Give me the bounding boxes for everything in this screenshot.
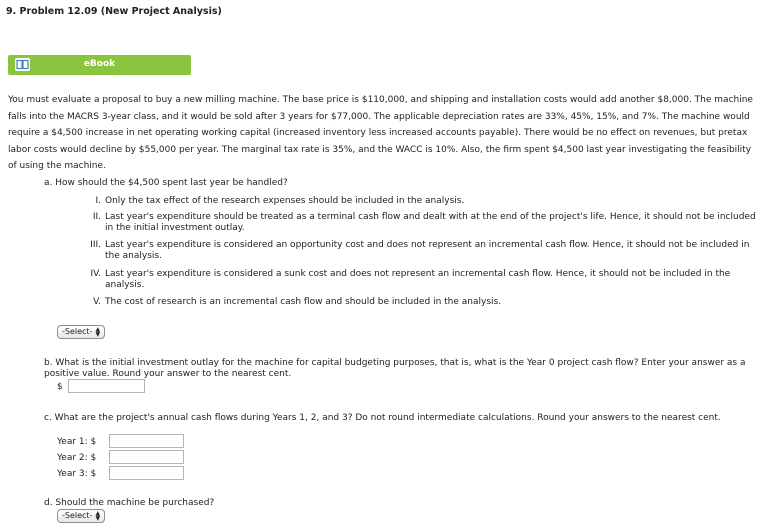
year1-label: Year 1: $	[57, 437, 97, 447]
option-v	[93, 297, 755, 308]
part-c-question: c. What are the project's annual cash flows during Years 1, 2, and 3? Do not round intermediate calculations. Round your answers to the nearest cent.	[44, 413, 721, 423]
year0-cashflow-input[interactable]	[68, 379, 145, 393]
option-i	[95, 196, 755, 207]
option-number: I.	[95, 196, 101, 206]
option-number: III.	[90, 240, 101, 250]
ebook-button[interactable]	[8, 55, 191, 75]
part-b-currency: $	[57, 382, 63, 392]
problem-title: 9. Problem 12.09 (New Project Analysis)	[6, 6, 222, 17]
updown-arrows-icon: ▲ ▼	[95, 510, 101, 522]
ebook-label: eBook	[83, 59, 116, 69]
select-label: -Select-	[62, 327, 93, 336]
part-b-question: b. What is the initial investment outlay for the machine for capital budgeting purposes, that is, what is the Year 0 project cash flow? Enter your answer as a positive value. Round your answer to the nearest cent.	[44, 358, 746, 379]
part-a-select[interactable]	[57, 325, 105, 339]
year3-cashflow-input[interactable]	[109, 466, 184, 480]
option-text: The cost of research is an incremental cash flow and should be included in the analysis.	[105, 297, 502, 307]
updown-arrows-icon: ▲ ▼	[95, 326, 101, 338]
part-d-select[interactable]	[57, 509, 105, 523]
year2-cashflow-input[interactable]	[109, 450, 184, 464]
option-ii	[92, 212, 761, 233]
option-number: II.	[92, 212, 101, 222]
problem-intro: You must evaluate a proposal to buy a new milling machine. The base price is $110,000, and shipping and installation costs would add another $8,000. The machine falls into the MACRS 3-year class, and it would be sold after 3 years for $77,000. The applicable depreciation rates are 33%, 45%, 15%, and 7%. The machine would require a $4,500 increase in net operating working capital (increased inventory less increased accounts payable). There would be no effect on revenues, but pretax labor costs would decline by $55,000 per year. The marginal tax rate is 35%, and the WACC is 10%. Also, the firm spent $4,500 last year investigating the feasibility of using the machine.	[8, 95, 753, 171]
option-text: Last year's expenditure is considered a sunk cost and does not represent an incremental cash flow. Hence, it should not be included in the analysis.	[105, 269, 731, 290]
option-text: Last year's expenditure is considered an opportunity cost and does not represent an incremental cash flow. Hence, it should not be included in the analysis.	[105, 240, 750, 261]
option-text: Last year's expenditure should be treated as a terminal cash flow and dealt with at the end of the project's life. Hence, it should not be included in the initial investment outlay.	[105, 212, 756, 233]
year2-label: Year 2: $	[57, 453, 97, 463]
part-a-question: a. How should the $4,500 spent last year be handled?	[44, 178, 288, 188]
option-iii	[90, 240, 755, 261]
part-d-question: d. Should the machine be purchased?	[44, 498, 215, 508]
year3-label: Year 3: $	[57, 469, 97, 479]
option-number: V.	[93, 297, 101, 307]
option-iv	[90, 269, 760, 290]
year1-cashflow-input[interactable]	[109, 434, 184, 448]
option-number: IV.	[90, 269, 101, 279]
select-label: -Select-	[62, 511, 93, 520]
option-text: Only the tax effect of the research expenses should be included in the analysis.	[105, 196, 465, 206]
